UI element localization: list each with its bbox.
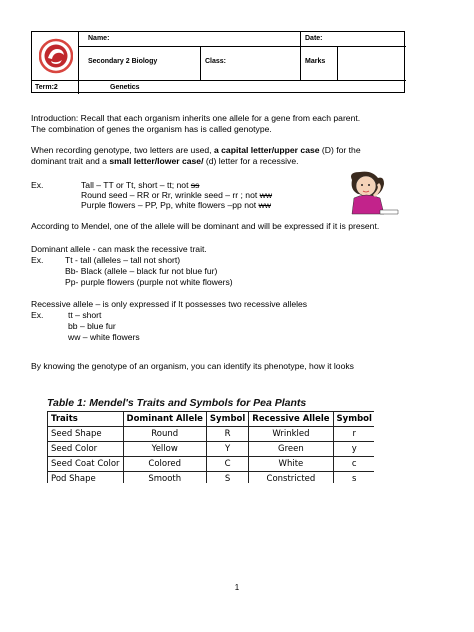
- table-header-row: [48, 412, 375, 427]
- table-cell: Y: [206, 442, 248, 457]
- school-crest-icon: [39, 38, 73, 74]
- table-cell: Colored: [123, 457, 206, 472]
- table-cell: Round: [123, 427, 206, 442]
- recessive-example-3: ww – white flowers: [68, 332, 140, 342]
- table-cell: Seed Shape: [48, 427, 124, 442]
- table-cell: Yellow: [123, 442, 206, 457]
- table-cell: S: [206, 472, 248, 484]
- table-row: [48, 472, 375, 484]
- recessive-title: Recessive allele – is only expressed if It possesses two recessive alleles: [31, 299, 308, 309]
- recessive-ex-label: Ex.: [31, 310, 44, 320]
- header-dominant: Dominant Allele: [123, 412, 206, 427]
- table-cell: Constricted: [249, 472, 333, 484]
- table-cell: Pod Shape: [48, 472, 124, 484]
- traits-grid: [47, 411, 374, 483]
- table-row: [48, 427, 375, 442]
- table-cell: Seed Coat Color: [48, 457, 124, 472]
- table-cell: s: [333, 472, 374, 484]
- mendel-traits-table: [47, 397, 374, 483]
- dominant-title: Dominant allele - can mask the recessive trait.: [31, 244, 207, 254]
- table-cell: Green: [249, 442, 333, 457]
- mendel-statement: According to Mendel, one of the allele will be dominant and will be expressed if it is present.: [31, 221, 380, 231]
- table-cell: y: [333, 442, 374, 457]
- header-symbol-dominant: Symbol: [206, 412, 248, 427]
- page-number: 1: [234, 583, 240, 592]
- table-cell: r: [333, 427, 374, 442]
- recessive-example-1: tt – short: [68, 310, 102, 320]
- recording-line-1: When recording genotype, two letters are used, a capital letter/upper case (D) for the: [31, 145, 361, 155]
- header-symbol-recessive: Symbol: [333, 412, 374, 427]
- closing-statement: By knowing the genotype of an organism, you can identify its phenotype, how it looks: [31, 361, 354, 371]
- dominant-ex-label: Ex.: [31, 255, 44, 265]
- name-label: Name:: [88, 35, 110, 42]
- table-row: [48, 457, 375, 472]
- intro-line-1: Introduction: Recall that each organism inherits one allele for a gene from each parent.: [31, 113, 361, 123]
- intro-line-2: The combination of genes the organism has is called genotype.: [31, 124, 272, 134]
- table-cell: c: [333, 457, 374, 472]
- table-cell: Smooth: [123, 472, 206, 484]
- topic-label: Genetics: [110, 84, 140, 91]
- table-cell: C: [206, 457, 248, 472]
- table-row: [48, 442, 375, 457]
- table-cell: White: [249, 457, 333, 472]
- table-cell: R: [206, 427, 248, 442]
- table-title: Table 1: Mendel's Traits and Symbols for Pea Plants: [47, 397, 307, 409]
- dominant-example-3: Pp- purple flowers (purple not white flowers): [65, 277, 233, 287]
- marks-label: Marks: [305, 58, 326, 65]
- example-line-2: Round seed – RR or Rr, wrinkle seed – rr ; not ww: [81, 190, 273, 200]
- thinking-girl-illustration: [344, 170, 400, 216]
- recording-line-2: dominant trait and a small letter/lower case/ (d) letter for a recessive.: [31, 156, 299, 166]
- example-label: Ex.: [31, 180, 44, 190]
- date-label: Date:: [305, 35, 323, 42]
- example-line-3: Purple flowers – PP, Pp, white flowers –pp not ww: [81, 200, 271, 210]
- dominant-example-2: Bb- Black (allele – black fur not blue fur): [65, 266, 218, 276]
- header-traits: Traits: [48, 412, 124, 427]
- dominant-example-1: Tt - tall (alleles – tall not short): [65, 255, 181, 265]
- table-cell: Wrinkled: [249, 427, 333, 442]
- recessive-example-2: bb – blue fur: [68, 321, 116, 331]
- header-table: [31, 31, 405, 93]
- term-label: Term:2: [35, 84, 58, 91]
- header-recessive: Recessive Allele: [249, 412, 333, 427]
- table-cell: Seed Color: [48, 442, 124, 457]
- example-line-1: Tall – TT or Tt, short – tt; not ss: [81, 180, 200, 190]
- class-label: Class:: [205, 58, 227, 65]
- course-label: Secondary 2 Biology: [88, 58, 158, 65]
